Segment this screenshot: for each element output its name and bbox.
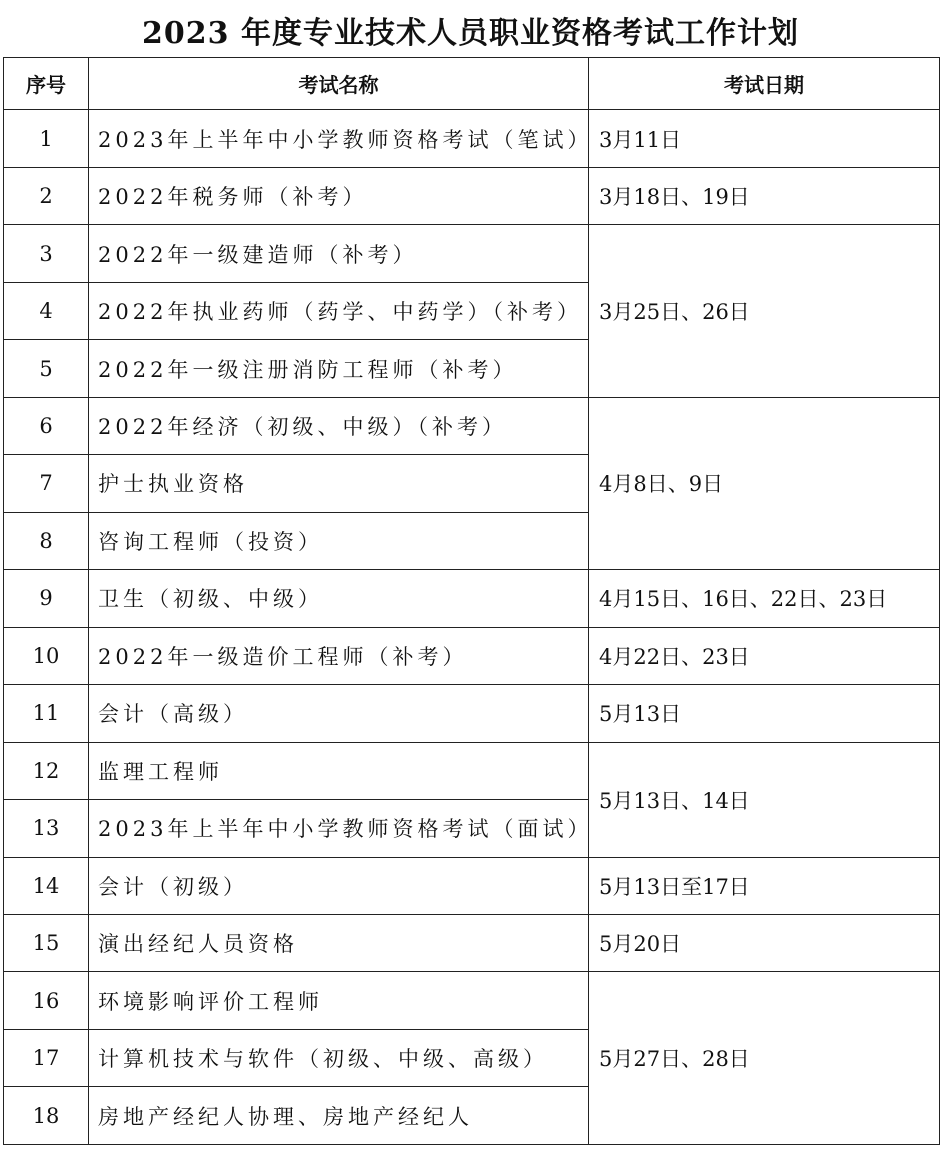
row-number: 11 [4,685,89,742]
page-title: 2023 年度专业技术人员职业资格考试工作计划 [142,16,799,51]
table-row [4,972,940,1029]
row-number: 1 [4,110,89,167]
table-row [4,685,940,742]
exam-name: 会计（初级） [89,857,589,914]
header-date: 考试日期 [589,58,940,110]
row-number: 7 [4,455,89,512]
exam-date: 3月18日、19日 [589,167,940,224]
exam-date: 4月8日、9日 [589,397,940,569]
table-row [4,225,940,282]
row-number: 5 [4,340,89,397]
exam-name: 计算机技术与软件（初级、中级、高级） [89,1029,589,1086]
row-number: 13 [4,800,89,857]
header-name: 考试名称 [89,58,589,110]
table-row [4,397,940,454]
table-header-row [4,58,940,110]
row-number: 2 [4,167,89,224]
exam-date: 3月11日 [589,110,940,167]
row-number: 6 [4,397,89,454]
exam-date: 5月13日、14日 [589,742,940,857]
exam-name: 2022年一级注册消防工程师（补考） [89,340,589,397]
exam-name: 2023年上半年中小学教师资格考试（笔试） [89,110,589,167]
row-number: 16 [4,972,89,1029]
row-number: 17 [4,1029,89,1086]
table-row [4,742,940,799]
exam-name: 2022年一级造价工程师（补考） [89,627,589,684]
exam-name: 监理工程师 [89,742,589,799]
exam-name: 2022年一级建造师（补考） [89,225,589,282]
exam-date: 4月22日、23日 [589,627,940,684]
row-number: 14 [4,857,89,914]
table-row [4,110,940,167]
table-row [4,570,940,627]
exam-name: 演出经纪人员资格 [89,914,589,971]
row-number: 3 [4,225,89,282]
exam-name: 会计（高级） [89,685,589,742]
exam-date: 5月13日至17日 [589,857,940,914]
row-number: 18 [4,1087,89,1145]
exam-date: 4月15日、16日、22日、23日 [589,570,940,627]
row-number: 15 [4,914,89,971]
exam-date: 3月25日、26日 [589,225,940,397]
row-number: 8 [4,512,89,569]
exam-name: 2023年上半年中小学教师资格考试（面试） [89,800,589,857]
table-row [4,167,940,224]
exam-name: 护士执业资格 [89,455,589,512]
row-number: 9 [4,570,89,627]
header-no: 序号 [4,58,89,110]
table-row [4,857,940,914]
row-number: 12 [4,742,89,799]
exam-date: 5月13日 [589,685,940,742]
exam-date: 5月20日 [589,914,940,971]
exam-schedule-table [3,57,940,1145]
exam-name: 咨询工程师（投资） [89,512,589,569]
exam-date: 5月27日、28日 [589,972,940,1145]
row-number: 4 [4,282,89,339]
exam-name: 房地产经纪人协理、房地产经纪人 [89,1087,589,1145]
exam-name: 2022年经济（初级、中级）（补考） [89,397,589,454]
row-number: 10 [4,627,89,684]
table-row [4,627,940,684]
exam-name: 2022年税务师（补考） [89,167,589,224]
exam-name: 环境影响评价工程师 [89,972,589,1029]
exam-name: 2022年执业药师（药学、中药学）（补考） [89,282,589,339]
exam-name: 卫生（初级、中级） [89,570,589,627]
table-row [4,914,940,971]
